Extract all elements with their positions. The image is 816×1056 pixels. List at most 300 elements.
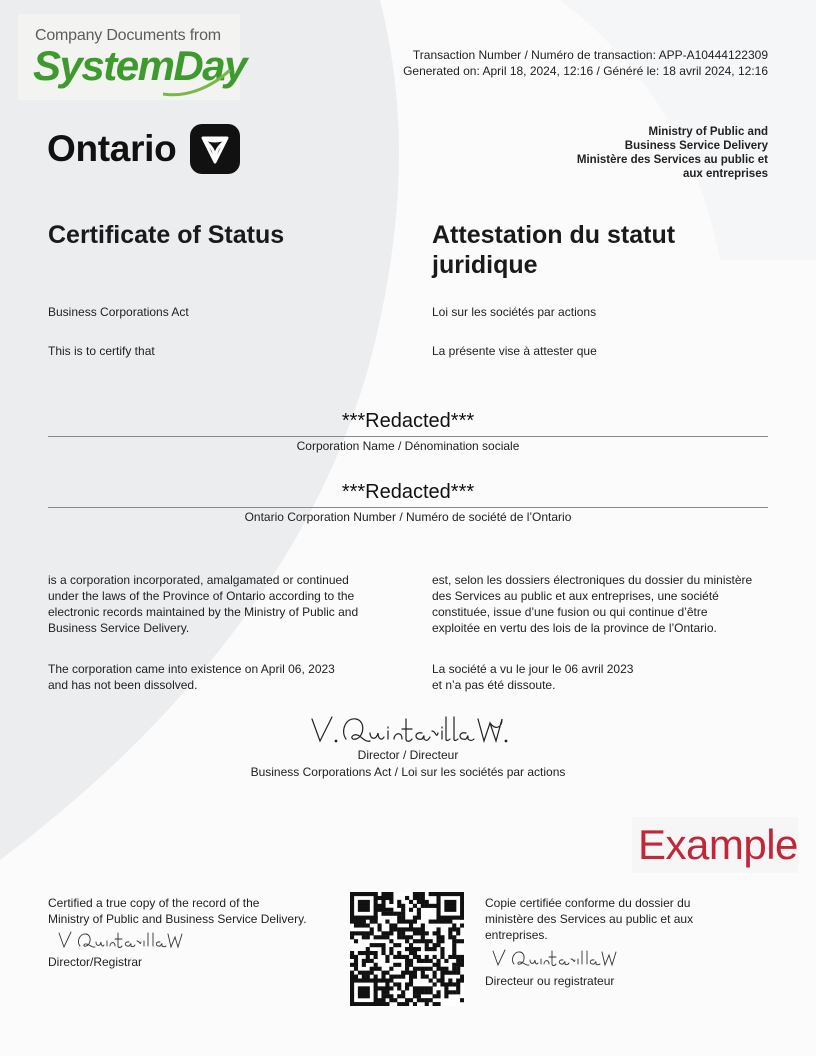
qr-module	[429, 998, 433, 1002]
qr-module	[421, 904, 425, 908]
qr-module	[381, 931, 385, 935]
qr-module	[409, 963, 413, 967]
qr-module	[409, 978, 413, 982]
qr-module	[354, 959, 358, 963]
qr-module	[444, 971, 448, 975]
trillium-logo-icon	[190, 124, 240, 174]
qr-module	[440, 971, 444, 975]
qr-module	[452, 967, 456, 971]
qr-module	[385, 978, 389, 982]
qr-module	[393, 912, 397, 916]
qr-module	[350, 955, 354, 959]
qr-module	[421, 959, 425, 963]
qr-module	[413, 896, 417, 900]
qr-module	[389, 975, 393, 979]
qr-module	[425, 900, 429, 904]
qr-module	[429, 920, 433, 924]
text-line: entreprises.	[485, 928, 548, 942]
director-signature	[306, 711, 510, 747]
qr-module	[381, 994, 385, 998]
qr-module	[381, 900, 385, 904]
qr-module	[440, 939, 444, 943]
qr-module	[370, 927, 374, 931]
qr-module	[397, 916, 401, 920]
qr-module	[436, 939, 440, 943]
qr-module	[362, 951, 366, 955]
qr-module	[440, 978, 444, 982]
qr-module	[385, 986, 389, 990]
qr-module	[358, 923, 362, 927]
qr-module	[436, 931, 440, 935]
qr-module	[425, 967, 429, 971]
ministry-name	[577, 125, 768, 181]
qr-module	[417, 967, 421, 971]
qr-module	[374, 920, 378, 924]
qr-module	[413, 951, 417, 955]
qr-module	[397, 963, 401, 967]
qr-module	[417, 939, 421, 943]
qr-module	[456, 978, 460, 982]
qr-module	[405, 920, 409, 924]
qr-module	[444, 900, 456, 912]
qr-module	[401, 971, 405, 975]
qr-module	[381, 998, 385, 1002]
qr-module	[433, 920, 437, 924]
qr-module	[362, 963, 366, 967]
qr-module	[452, 990, 456, 994]
qr-module	[381, 971, 385, 975]
qr-module	[417, 916, 421, 920]
qr-module	[456, 963, 460, 967]
qr-module	[413, 967, 417, 971]
title-french-line: Attestation du statut	[432, 221, 676, 249]
qr-module	[366, 975, 370, 979]
qr-module	[405, 1002, 409, 1006]
qr-module	[436, 959, 440, 963]
qr-module	[374, 975, 378, 979]
qr-module	[440, 955, 444, 959]
qr-module	[350, 975, 354, 979]
qr-module	[385, 982, 389, 986]
qr-module	[378, 908, 382, 912]
footer-certified-french	[485, 895, 725, 943]
qr-module	[456, 967, 460, 971]
qr-module	[381, 896, 385, 900]
qr-module	[413, 927, 417, 931]
qr-module	[389, 923, 393, 927]
qr-module	[409, 959, 413, 963]
qr-module	[417, 896, 421, 900]
qr-module	[378, 904, 382, 908]
qr-module	[440, 951, 444, 955]
divider	[48, 507, 768, 508]
qr-module	[460, 998, 464, 1002]
qr-module	[444, 967, 448, 971]
qr-module	[421, 935, 425, 939]
qr-module	[393, 923, 397, 927]
qr-module	[366, 959, 370, 963]
ministry-line: Ministère des Services au public et	[576, 154, 768, 166]
qr-module	[393, 963, 397, 967]
qr-module	[366, 931, 370, 935]
qr-code[interactable]	[350, 892, 464, 1006]
qr-module	[354, 967, 358, 971]
qr-module	[436, 994, 440, 998]
qr-module	[433, 982, 437, 986]
qr-module	[401, 916, 405, 920]
title-french-line: juridique	[432, 251, 538, 279]
qr-module	[385, 955, 389, 959]
qr-module	[448, 978, 452, 982]
qr-module	[421, 967, 425, 971]
qr-module	[374, 955, 378, 959]
qr-module	[413, 986, 417, 990]
qr-module	[370, 920, 374, 924]
qr-module	[374, 967, 378, 971]
qr-module	[409, 951, 413, 955]
qr-module	[397, 943, 401, 947]
act-french: Loi sur les sociétés par actions	[432, 305, 597, 319]
qr-module	[389, 951, 393, 955]
qr-module	[381, 951, 385, 955]
ontario-wordmark: Ontario	[47, 128, 177, 169]
qr-module	[401, 955, 405, 959]
qr-module	[401, 1002, 405, 1006]
qr-module	[433, 904, 437, 908]
qr-module	[417, 900, 421, 904]
qr-module	[358, 971, 362, 975]
qr-module	[444, 994, 448, 998]
qr-module	[401, 904, 405, 908]
qr-module	[378, 986, 382, 990]
text-line: est, selon les dossiers électroniques du dossier du ministère	[432, 573, 753, 587]
example-watermark-text: Example	[638, 821, 798, 868]
qr-module	[409, 935, 413, 939]
qr-module	[366, 923, 370, 927]
text-line: electronic records maintained by the Ministry of Public and	[48, 605, 359, 619]
qr-module	[381, 904, 385, 908]
qr-module	[433, 1002, 437, 1006]
qr-module	[385, 959, 389, 963]
qr-module	[350, 963, 354, 967]
qr-module	[389, 947, 393, 951]
qr-module	[429, 947, 433, 951]
qr-module	[405, 982, 409, 986]
qr-module	[374, 963, 378, 967]
qr-module	[456, 927, 460, 931]
qr-module	[389, 927, 393, 931]
text-line: et n’a pas été dissoute.	[432, 678, 556, 692]
qr-module	[452, 963, 456, 967]
act-english: Business Corporations Act	[48, 305, 189, 319]
qr-module	[401, 927, 405, 931]
qr-module	[397, 920, 401, 924]
qr-module	[409, 943, 413, 947]
qr-module	[374, 935, 378, 939]
qr-module	[405, 947, 409, 951]
qr-module	[413, 975, 417, 979]
qr-module	[429, 967, 433, 971]
qr-module	[448, 971, 452, 975]
qr-module	[460, 923, 464, 927]
qr-module	[366, 971, 370, 975]
qr-module	[350, 978, 378, 982]
qr-module	[374, 951, 378, 955]
qr-module	[425, 939, 429, 943]
qr-module	[397, 935, 401, 939]
qr-module	[421, 986, 425, 990]
qr-module	[401, 931, 405, 935]
qr-module	[385, 908, 389, 912]
qr-module	[405, 955, 409, 959]
qr-module	[421, 900, 425, 904]
qr-module	[366, 951, 370, 955]
qr-module	[429, 986, 433, 990]
brand-swoosh-icon	[158, 64, 238, 104]
certify-english: This is to certify that	[48, 344, 155, 358]
qr-module	[409, 971, 413, 975]
text-line: constituée, issue d’une fusion ou qui continue d’être	[432, 605, 708, 619]
qr-module	[456, 971, 460, 975]
qr-module	[393, 982, 397, 986]
qr-module	[350, 951, 354, 955]
qr-module	[452, 935, 456, 939]
qr-module	[413, 892, 417, 896]
qr-module	[385, 935, 389, 939]
body-english-paragraph-2	[48, 661, 335, 693]
qr-module	[370, 959, 374, 963]
qr-module	[401, 920, 405, 924]
qr-module	[405, 896, 409, 900]
qr-module	[433, 955, 437, 959]
qr-module	[354, 931, 358, 935]
qr-module	[401, 935, 405, 939]
ministry-line: Ministry of Public and	[648, 126, 768, 138]
qr-module	[389, 986, 393, 990]
footer-certified-english	[48, 895, 338, 927]
qr-module	[413, 931, 417, 935]
corporation-name-caption: Corporation Name / Dénomination sociale	[296, 439, 520, 453]
qr-module	[378, 967, 382, 971]
body-french-paragraph-2	[432, 661, 633, 693]
qr-module	[417, 955, 421, 959]
qr-module	[378, 1002, 382, 1006]
systemday-logo	[18, 14, 246, 100]
qr-module	[385, 994, 389, 998]
footer-title-french: Directeur ou registrateur	[485, 974, 615, 988]
qr-module	[389, 892, 393, 896]
qr-module	[389, 978, 393, 982]
qr-module	[456, 982, 460, 986]
title-english: Certificate of Status	[48, 221, 285, 249]
qr-module	[425, 959, 429, 963]
qr-module	[436, 920, 440, 924]
qr-module	[452, 971, 456, 975]
text-line: The corporation came into existence on April 06, 2023	[48, 662, 335, 676]
qr-module	[397, 975, 401, 979]
qr-module	[413, 920, 417, 924]
qr-module	[362, 935, 366, 939]
qr-module	[397, 927, 401, 931]
qr-module	[456, 986, 460, 990]
qr-module	[409, 923, 413, 927]
qr-module	[366, 947, 370, 951]
qr-module	[460, 939, 464, 943]
qr-module	[354, 955, 358, 959]
qr-module	[381, 990, 385, 994]
qr-module	[350, 916, 378, 920]
qr-module	[381, 975, 385, 979]
qr-module	[370, 971, 374, 975]
qr-module	[433, 931, 437, 935]
body-english-paragraph-1	[48, 572, 418, 636]
qr-module	[421, 975, 425, 979]
qr-module	[452, 939, 456, 943]
body-french-paragraph-1	[432, 572, 772, 636]
qr-module	[448, 955, 452, 959]
qr-module	[417, 947, 421, 951]
qr-module	[362, 959, 366, 963]
qr-module	[448, 927, 452, 931]
qr-module	[397, 931, 401, 935]
qr-module	[362, 920, 366, 924]
qr-module	[378, 896, 382, 900]
qr-module	[456, 990, 460, 994]
registrar-signature	[56, 930, 184, 950]
qr-module	[417, 986, 421, 990]
qr-module	[389, 939, 393, 943]
qr-module	[405, 971, 409, 975]
qr-module	[350, 935, 354, 939]
qr-module	[378, 998, 382, 1002]
qr-module	[460, 963, 464, 967]
qr-module	[385, 971, 389, 975]
qr-module	[409, 920, 413, 924]
text-line: Copie certifiée conforme du dossier du	[485, 896, 691, 910]
qr-module	[413, 947, 417, 951]
qr-module	[393, 955, 397, 959]
qr-module	[401, 990, 405, 994]
qr-module	[381, 978, 385, 982]
qr-module	[436, 990, 440, 994]
qr-module	[425, 904, 429, 908]
qr-module	[413, 971, 417, 975]
qr-module	[405, 963, 409, 967]
qr-module	[425, 990, 429, 994]
qr-module	[452, 955, 456, 959]
qr-module	[354, 923, 358, 927]
qr-module	[413, 1002, 417, 1006]
qr-module	[397, 1002, 401, 1006]
qr-module	[401, 975, 405, 979]
qr-module	[381, 912, 385, 916]
qr-module	[366, 935, 370, 939]
example-watermark	[632, 817, 798, 873]
qr-module	[417, 959, 421, 963]
qr-module	[413, 916, 417, 920]
qr-module	[413, 939, 417, 943]
brand-tagline: Company Documents from	[35, 27, 221, 44]
qr-module	[409, 908, 413, 912]
transaction-info	[403, 47, 768, 79]
qr-module	[354, 920, 358, 924]
qr-module	[397, 951, 401, 955]
qr-module	[421, 927, 425, 931]
qr-module	[413, 994, 417, 998]
qr-module	[433, 975, 437, 979]
generated-date: Generated on: April 18, 2024, 12:16 / Généré le: 18 avril 2024, 12:16	[403, 64, 768, 78]
qr-module	[405, 998, 409, 1002]
qr-module	[393, 927, 397, 931]
qr-module	[460, 978, 464, 982]
qr-module	[440, 975, 444, 979]
qr-module	[460, 955, 464, 959]
qr-module	[436, 963, 440, 967]
qr-module	[448, 990, 452, 994]
qr-module	[385, 896, 389, 900]
qr-module	[381, 892, 385, 896]
qr-module	[350, 892, 354, 920]
qr-module	[429, 892, 433, 896]
qr-module	[381, 908, 385, 912]
qr-module	[389, 908, 393, 912]
qr-module	[421, 896, 425, 900]
qr-module	[421, 971, 425, 975]
corporation-number-value: ***Redacted***	[341, 481, 475, 503]
qr-module	[409, 975, 413, 979]
qr-module	[429, 978, 433, 982]
qr-module	[397, 982, 401, 986]
qr-module	[436, 978, 440, 982]
qr-module	[405, 967, 409, 971]
qr-module	[405, 959, 409, 963]
qr-module	[385, 920, 389, 924]
qr-module	[374, 978, 378, 1006]
qr-module	[421, 923, 425, 927]
qr-module	[409, 982, 413, 986]
qr-module	[413, 990, 417, 994]
director-act: Business Corporations Act / Loi sur les sociétés par actions	[250, 765, 566, 779]
qr-module	[389, 931, 393, 935]
qr-module	[421, 990, 425, 994]
qr-module	[385, 990, 389, 994]
qr-module	[413, 955, 417, 959]
ministry-line: aux entreprises	[682, 168, 768, 180]
qr-module	[417, 892, 421, 896]
qr-module	[421, 939, 425, 943]
divider	[48, 436, 768, 437]
qr-module	[381, 943, 385, 947]
qr-module	[440, 947, 444, 951]
qr-module	[417, 990, 421, 994]
qr-module	[433, 971, 437, 975]
qr-module	[436, 943, 440, 947]
qr-module	[436, 1002, 440, 1006]
qr-module	[429, 939, 433, 943]
qr-module	[393, 943, 397, 947]
qr-module	[350, 978, 354, 1006]
qr-module	[421, 892, 425, 896]
qr-module	[393, 998, 397, 1002]
qr-module	[397, 912, 401, 916]
certify-french: La présente vise à attester que	[432, 344, 597, 358]
qr-module	[456, 955, 460, 959]
qr-module	[362, 931, 366, 935]
qr-module	[429, 904, 433, 908]
qr-module	[397, 994, 401, 998]
qr-module	[389, 967, 393, 971]
qr-module	[425, 943, 429, 947]
